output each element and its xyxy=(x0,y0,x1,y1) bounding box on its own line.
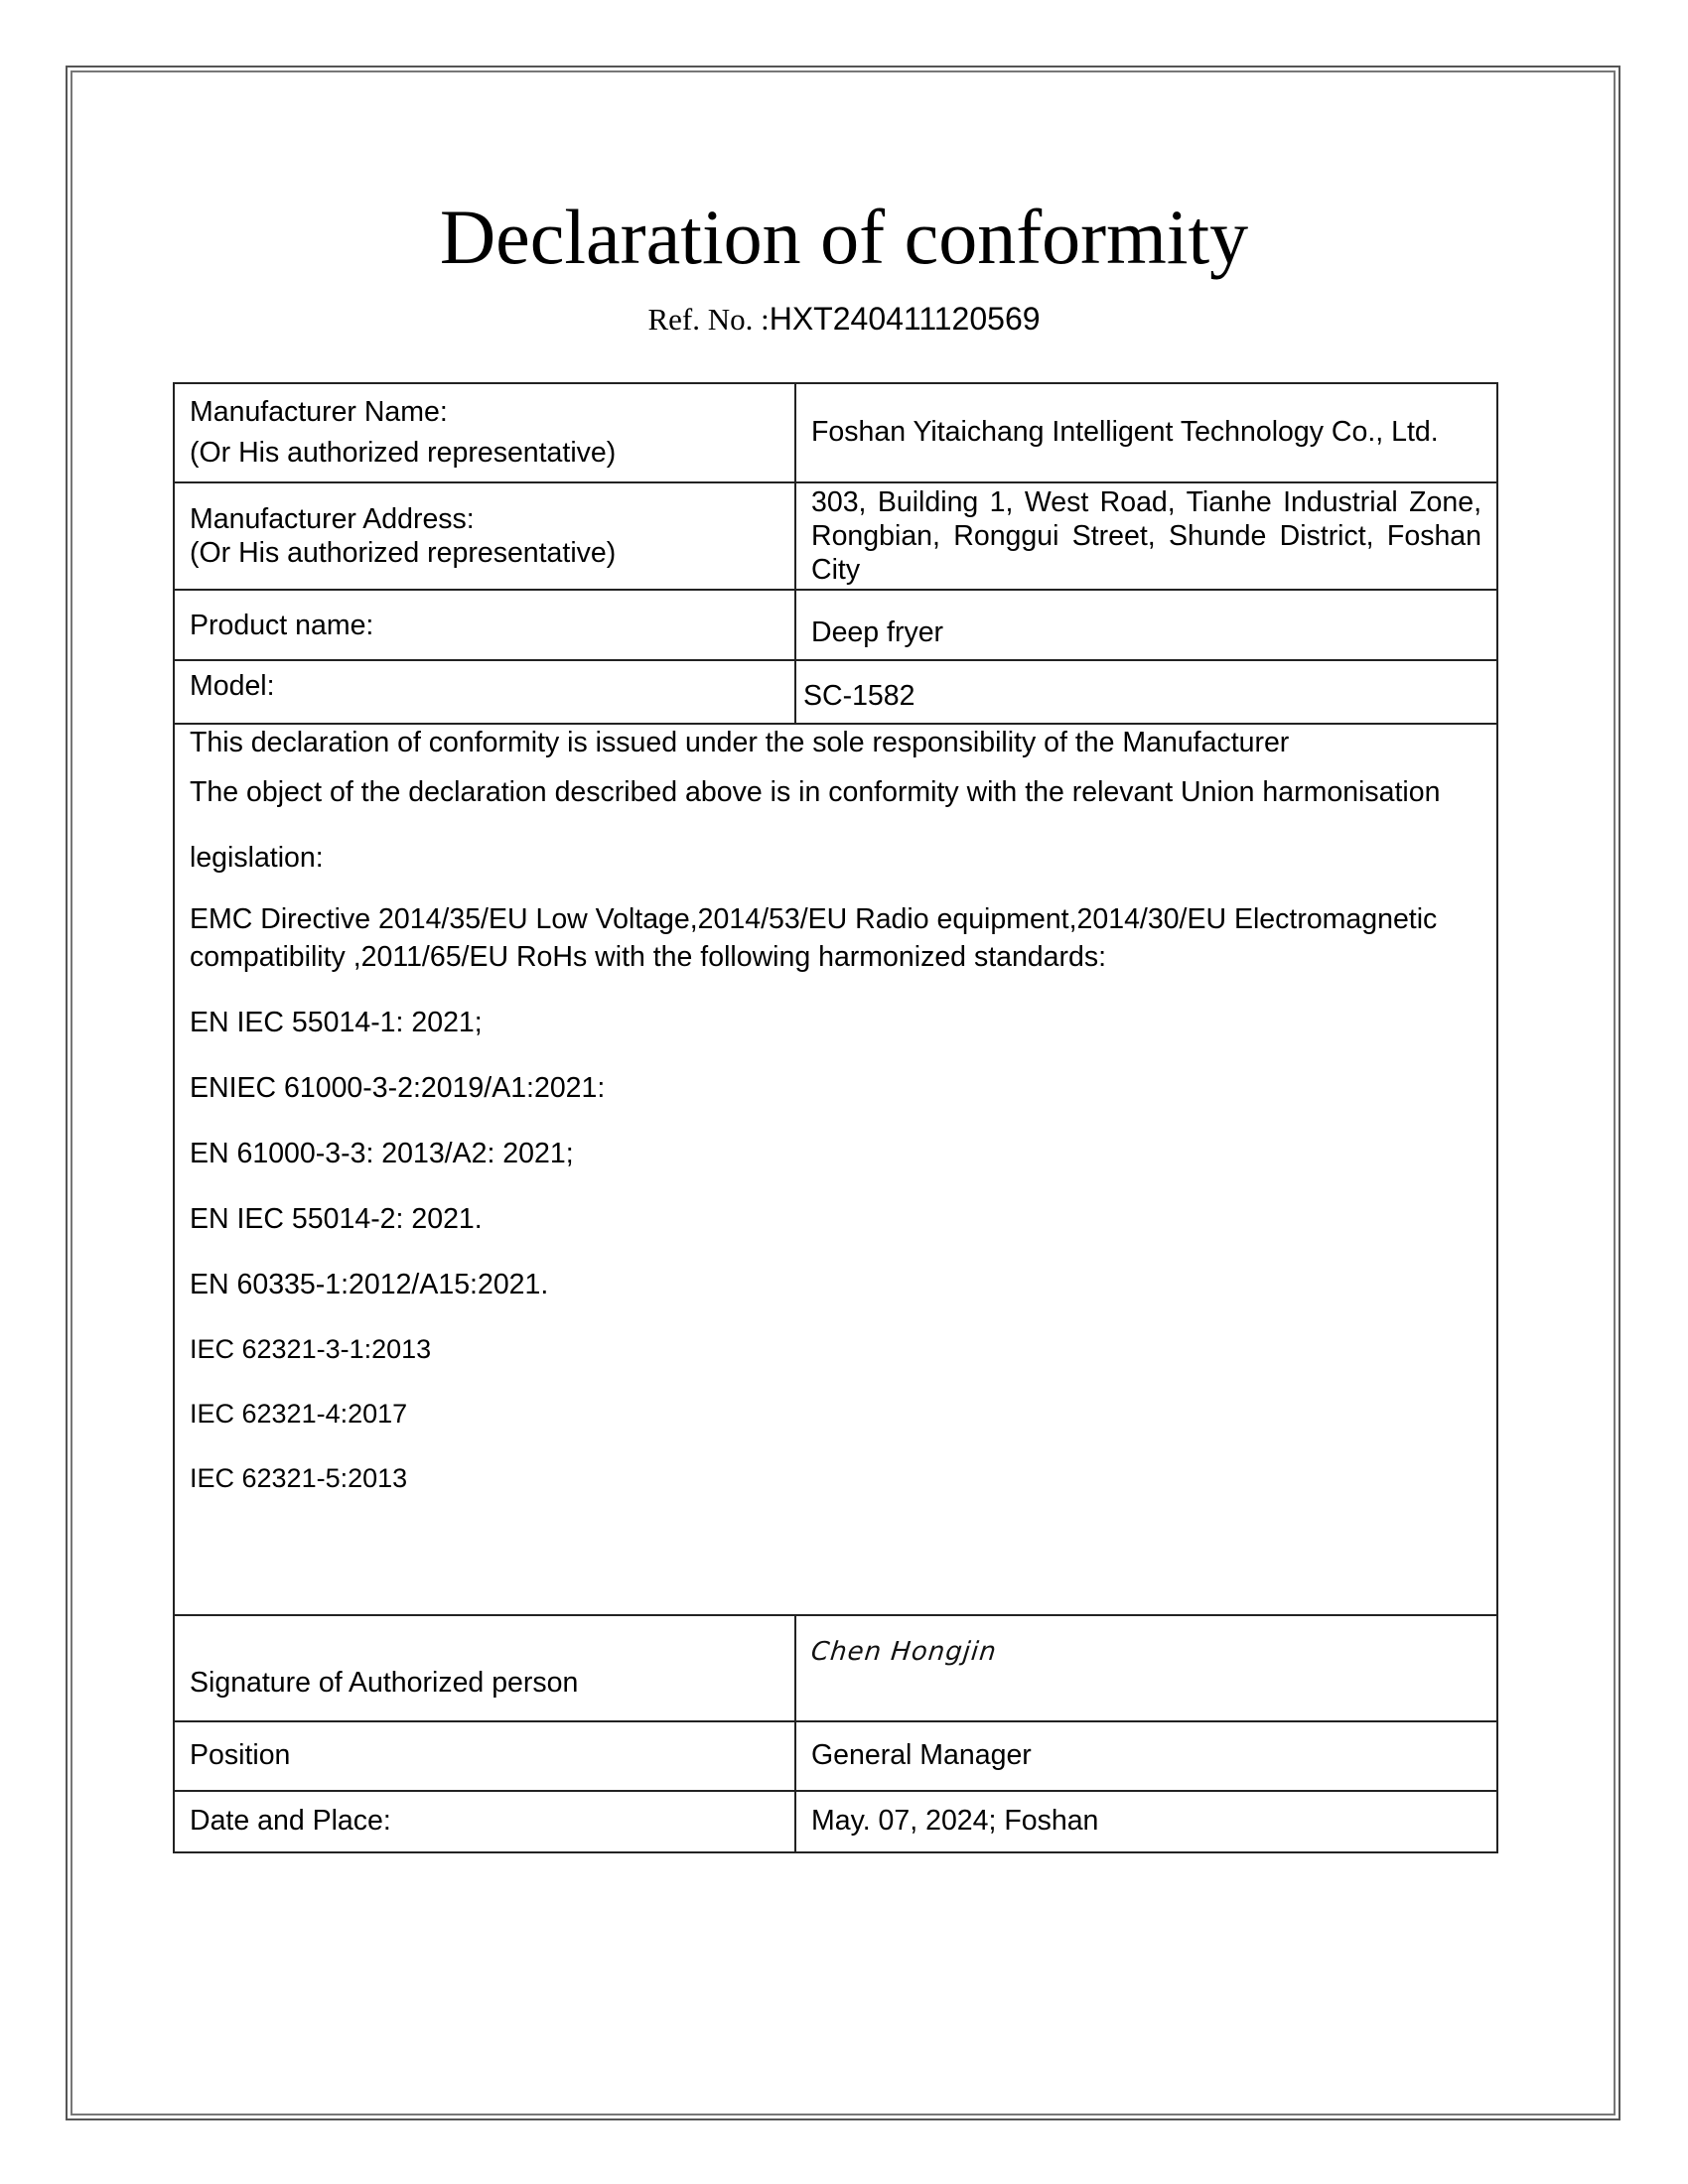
date-place-row xyxy=(174,1791,1497,1852)
standard-item: ENIEC 61000-3-2:2019/A1:2021: xyxy=(190,1071,606,1104)
product-name-label: Product name: xyxy=(174,590,795,660)
standard-item: EN IEC 55014-2: 2021. xyxy=(190,1202,483,1235)
model-value: SC-1582 xyxy=(795,660,1497,724)
model-row xyxy=(174,660,1497,724)
standard-item: IEC 62321-4:2017 xyxy=(190,1398,408,1429)
manufacturer-name-label: Manufacturer Name: xyxy=(190,396,448,428)
product-name-value: Deep fryer xyxy=(795,590,1497,660)
manufacturer-address-value: 303, Building 1, West Road, Tianhe Industrial Zone, Rongbian, Ronggui Street, Shunde District, Foshan City xyxy=(795,482,1497,590)
date-place-label: Date and Place: xyxy=(174,1791,795,1852)
responsibility-statement: This declaration of conformity is issued under the sole responsibility of the Manufacturer xyxy=(190,726,1290,758)
model-label: Model: xyxy=(174,660,795,724)
document-title: Declaration of conformity xyxy=(439,194,1249,280)
directives-text: EMC Directive 2014/35/EU Low Voltage,2014/53/EU Radio equipment,2014/30/EU Electromagnetic compatibility ,2011/65/EU RoHs with the following harmonized standards: xyxy=(190,902,1438,973)
product-name-row xyxy=(174,590,1497,660)
date-place-value: May. 07, 2024; Foshan xyxy=(795,1791,1497,1852)
standards-list xyxy=(190,990,1481,1511)
reference-number: HXT240411120569 xyxy=(769,301,1041,337)
manufacturer-address-label: Manufacturer Address: xyxy=(190,503,475,535)
signature-row xyxy=(174,1615,1497,1721)
signature-cell xyxy=(795,1615,1497,1721)
standard-item: EN 60335-1:2012/A15:2021. xyxy=(190,1268,549,1300)
position-value: General Manager xyxy=(795,1721,1497,1791)
handwritten-signature: Chen Hongjin xyxy=(809,1636,999,1667)
manufacturer-name-value: Foshan Yitaichang Intelligent Technology Co., Ltd. xyxy=(795,383,1497,482)
standard-item: IEC 62321-5:2013 xyxy=(190,1462,408,1493)
conformity-statement: The object of the declaration described above is in conformity with the relevant Union harmonisation legislation: xyxy=(190,775,1441,874)
manufacturer-address-sublabel: (Or His authorized representative) xyxy=(190,537,617,569)
declaration-table xyxy=(173,382,1498,1853)
manufacturer-address-label-cell xyxy=(174,482,795,590)
standard-item: EN IEC 55014-1: 2021; xyxy=(190,1006,483,1038)
declaration-body-row xyxy=(174,724,1497,1615)
position-label: Position xyxy=(174,1721,795,1791)
standard-item: EN 61000-3-3: 2013/A2: 2021; xyxy=(190,1137,574,1169)
manufacturer-name-sublabel: (Or His authorized representative) xyxy=(190,437,617,469)
position-row xyxy=(174,1721,1497,1791)
manufacturer-name-row xyxy=(174,383,1497,482)
manufacturer-name-label-cell xyxy=(174,383,795,482)
reference-label: Ref. No. : xyxy=(647,302,770,337)
manufacturer-address-row xyxy=(174,482,1497,590)
reference-number-line xyxy=(0,301,1688,338)
signature-label: Signature of Authorized person xyxy=(174,1615,795,1721)
standard-item: IEC 62321-3-1:2013 xyxy=(190,1333,432,1364)
declaration-body xyxy=(174,724,1497,1615)
